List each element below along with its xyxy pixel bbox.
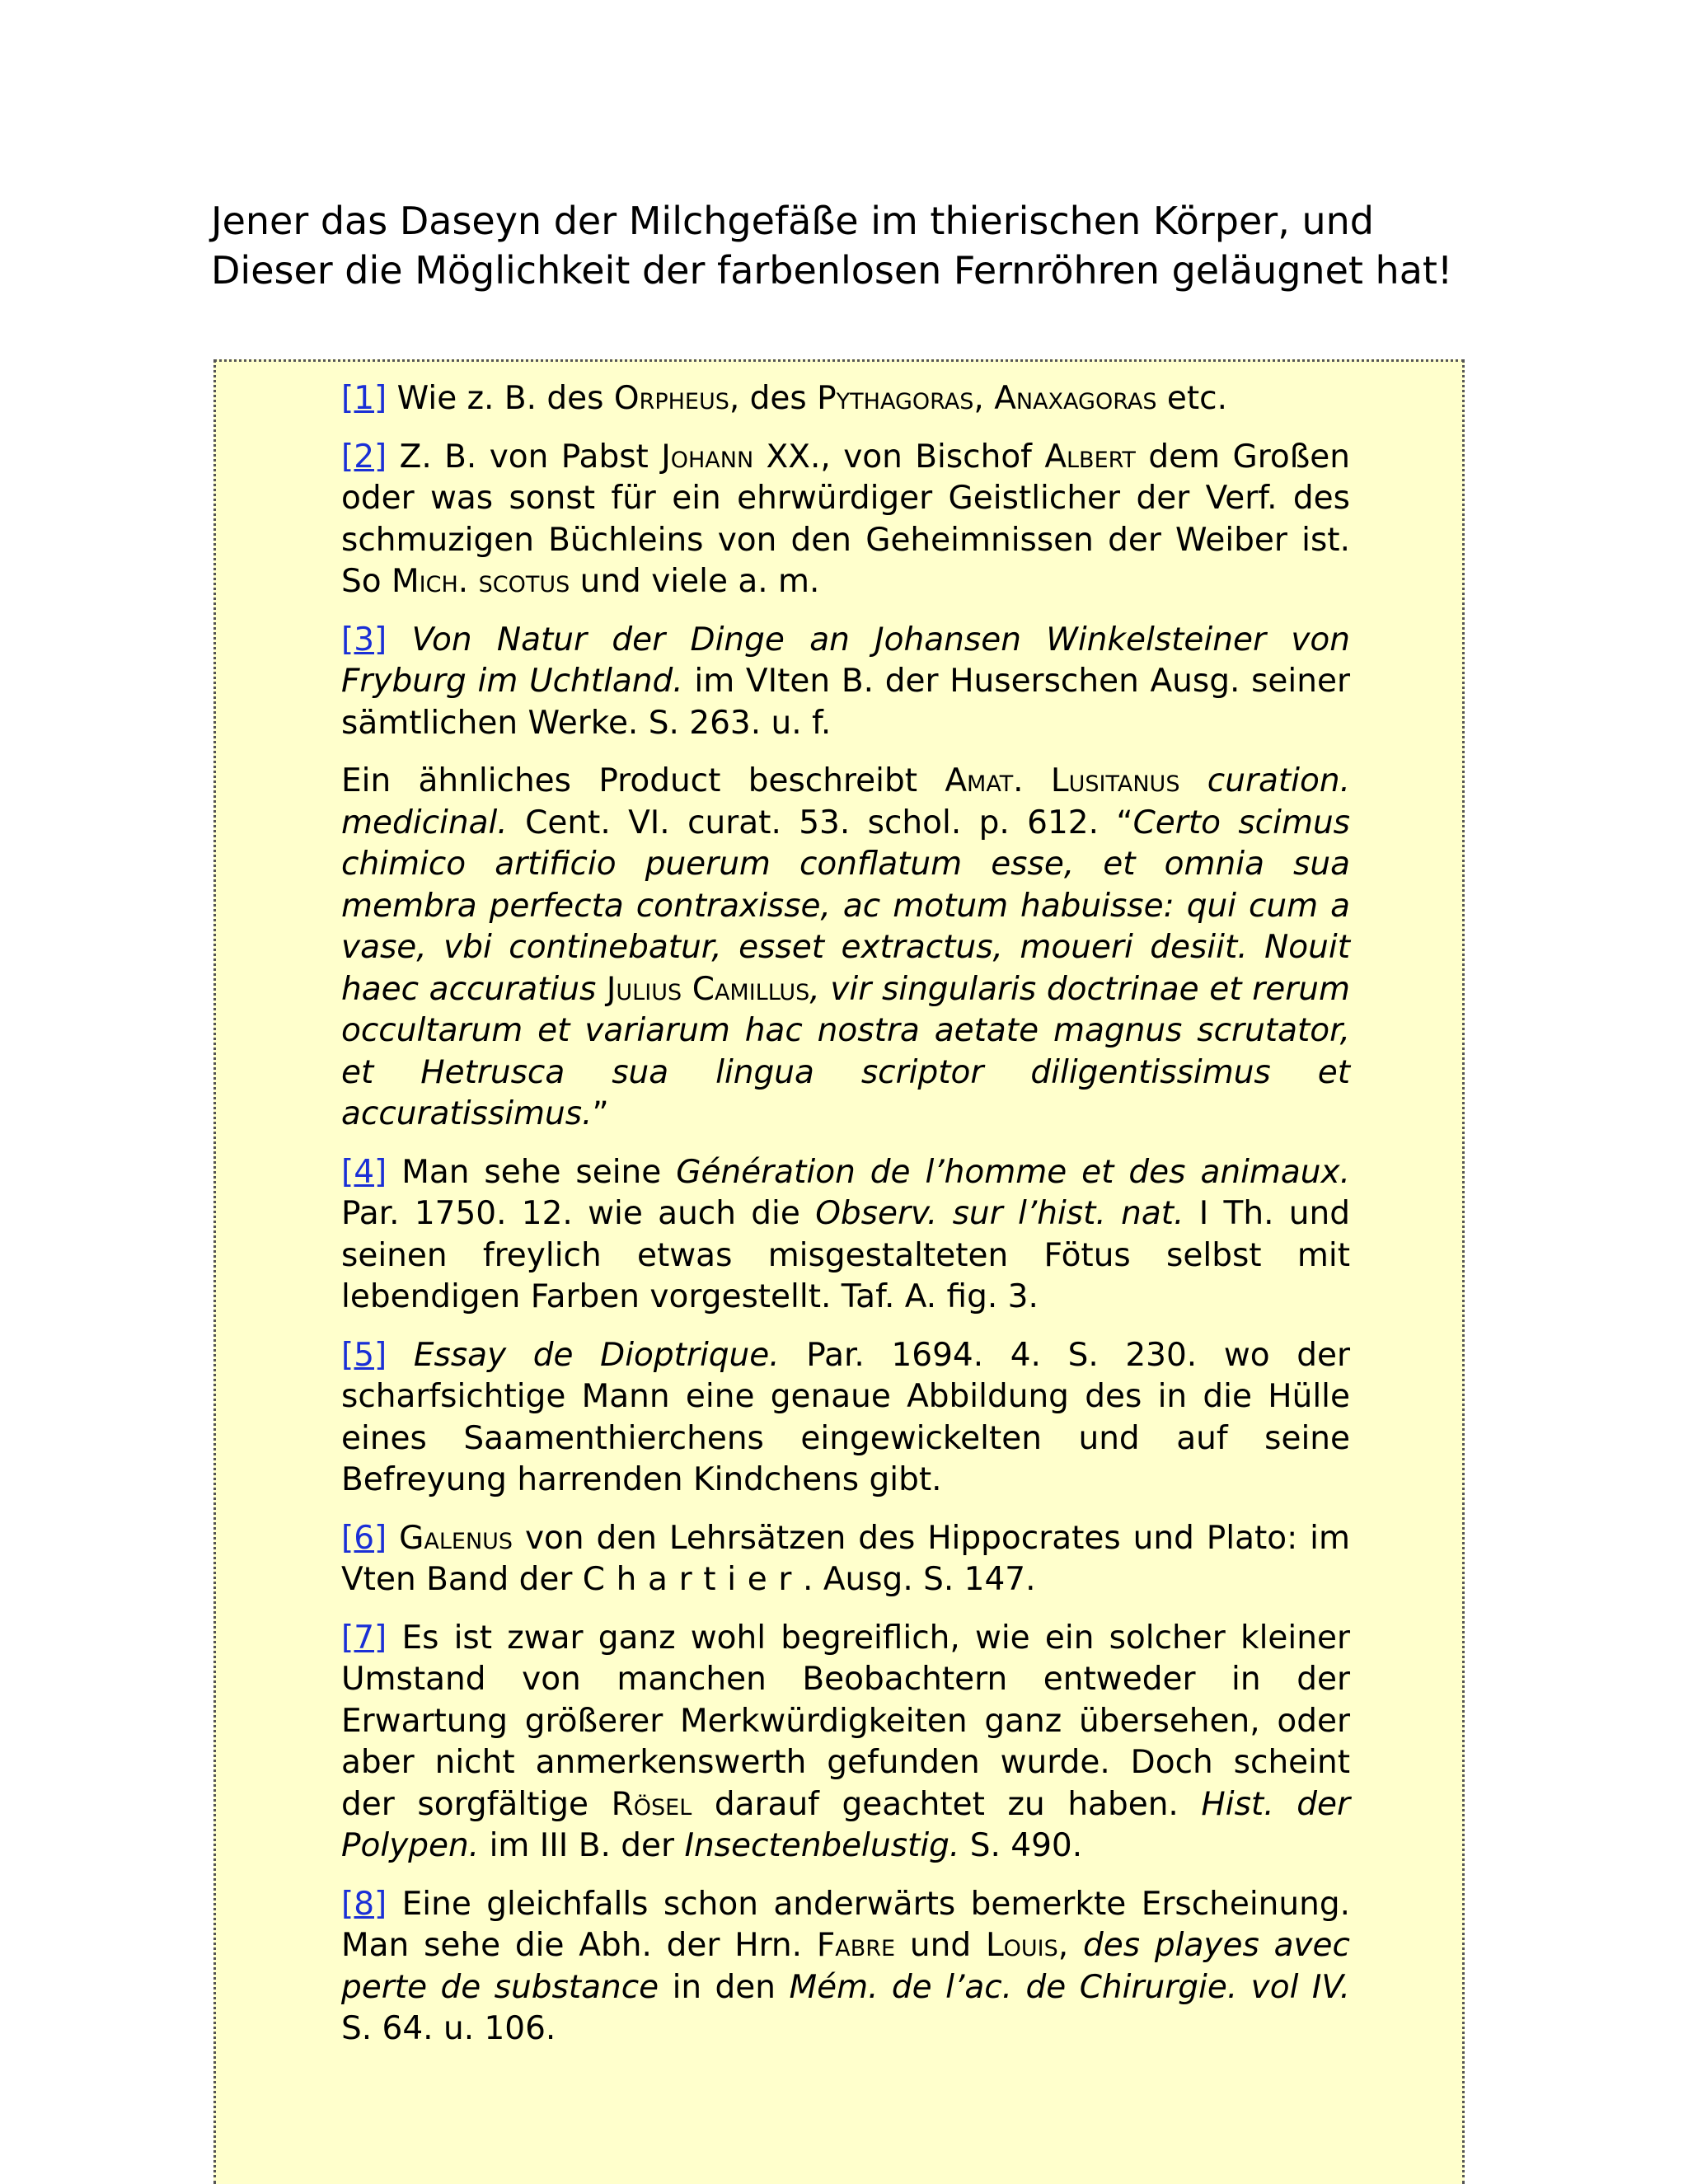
footnote-text: ” (592, 1095, 609, 1132)
small-caps-name: Johann (661, 438, 754, 476)
small-caps-name: Louis (985, 1927, 1058, 1964)
footnote-ref-link[interactable]: [5] (341, 1336, 387, 1374)
footnote-text: darauf geachtet zu haben. (692, 1785, 1202, 1823)
footnote-text: Es ist zwar ganz wohl begreiflich, wie ein solcher kleiner Umstand von manchen Beobachtern entweder in der Erwartung größerer Merkwürdigkeiten ganz übersehen, oder aber nicht anmerkenswerth gefunden wurde. Doch scheint der sorgfältige (341, 1619, 1350, 1823)
italic-text: Insectenbelustig. (684, 1827, 960, 1864)
footnote-text (387, 1520, 399, 1557)
intro-paragraph: Jener das Daseyn der Milchgefäße im thierischen Körper, und Dieser die Möglichkeit der farbenlosen Fernröhren geläugnet hat! (211, 199, 1453, 293)
italic-text: Mém. de l’ac. de Chirurgie. vol IV. (789, 1968, 1350, 2006)
spaced-name: Chartier (582, 1561, 804, 1598)
footnote-text: , (973, 380, 995, 417)
footnote-text: Cent. VI. curat. 53. schol. p. 612. “ (507, 804, 1133, 841)
footnote-ref-link[interactable]: [7] (341, 1619, 387, 1657)
footnote-text: XX., von Bischof (753, 438, 1045, 476)
footnote-ref-link[interactable]: [4] (341, 1153, 387, 1191)
footnote-text: Z. B. von Pabst (387, 438, 662, 476)
footnote (341, 1618, 1350, 1868)
footnote (341, 437, 1350, 603)
footnote-ref-link[interactable]: [1] (341, 380, 387, 417)
footnote-ref-link[interactable]: [3] (341, 621, 387, 658)
footnote-ref-link[interactable]: [6] (341, 1519, 387, 1557)
footnote-text: Par. 1750. 12. wie auch die (341, 1195, 816, 1232)
footnote-text (1179, 762, 1207, 799)
footnote-text: dem Großen oder was sonst für ein ehrwürdiger Geistlicher der Verf. des schmuzigen Büchleins von den Geheimnissen der Weiber ist. So (341, 438, 1351, 600)
italic-text: Hist. der Polypen. (341, 1785, 1350, 1864)
small-caps-name: Amat. Lusitanus (945, 762, 1180, 799)
footnote-text: und (895, 1927, 986, 1964)
footnote-ref-link[interactable]: [8] (341, 1885, 387, 1923)
footnote-ref-link[interactable]: [2] (341, 438, 387, 476)
footnote-text: Man sehe seine (387, 1153, 677, 1191)
italic-text: Génération de l’homme et des animaux. (676, 1153, 1350, 1191)
italic-text: Certo scimus chimico artificio puerum conflatum esse, et omnia sua membra perfecta contraxisse, ac motum habuisse: qui cum a vase, vbi continebatur, esset extractus, moueri desiit. Nouit haec accuratius (341, 804, 1350, 1008)
small-caps-name: Pythagoras (817, 380, 974, 417)
small-caps-name: Mich. scotus (392, 563, 570, 600)
footnote (341, 1884, 1350, 2050)
small-caps-name: Galenus (399, 1519, 513, 1557)
footnote-text: , (1057, 1927, 1083, 1964)
italic-text: , vir singularis doctrinae et rerum occultarum et variarum hac nostra aetate magnus scrutator, et Hetrusca sua lingua scriptor diligentissimus et accuratissimus. (341, 970, 1350, 1132)
footnote-text: Wie z. B. des (387, 380, 614, 417)
footnote-text (387, 1337, 414, 1374)
footnote-text (387, 621, 411, 658)
footnote-text: und viele a. m. (570, 563, 820, 600)
footnote (341, 620, 1350, 745)
footnote-text: in den (659, 1968, 790, 2006)
footnote (341, 761, 1350, 1136)
footnotes-box (213, 359, 1465, 2184)
footnote-text: I Th. und seinen freylich etwas misgestalteten Fötus selbst mit lebendigen Farben vorgestellt. Taf. A. fig. 3. (341, 1195, 1350, 1315)
small-caps-name: Fabre (816, 1927, 896, 1964)
small-caps-name: Rösel (611, 1785, 692, 1823)
footnote-text: Eine gleichfalls schon anderwärts bemerkte Erscheinung. Man sehe die Abh. der Hrn. (341, 1885, 1350, 1964)
italic-text: Von Natur der Dinge an Johansen Winkelsteiner von Fryburg im Uchtland. (341, 621, 1350, 700)
italic-text: des playes avec perte de substance (341, 1927, 1350, 2006)
footnote (341, 378, 1350, 420)
footnote-text: . Ausg. S. 147. (803, 1561, 1036, 1598)
footnote (341, 1518, 1350, 1601)
footnote-text: S. 64. u. 106. (341, 2010, 556, 2047)
footnote-text: Par. 1694. 4. S. 230. wo der scharfsichtige Mann eine genaue Abbildung des in die Hülle eines Saamenthierchens eingewickelten und auf seine Befreyung harrenden Kindchens gibt. (341, 1336, 1350, 1498)
footnote (341, 1152, 1350, 1319)
footnote-text: S. 490. (959, 1827, 1083, 1864)
footnote-text: , des (729, 380, 818, 417)
small-caps-name: Albert (1044, 438, 1136, 476)
footnote-text: etc. (1156, 380, 1228, 417)
footnote-text: im VIten B. der Huserschen Ausg. seiner sämtlichen Werke. S. 263. u. f. (341, 663, 1350, 742)
footnote-text: Ein ähnliches Product beschreibt (341, 762, 945, 799)
italic-text: Observ. sur l’hist. nat. (815, 1195, 1184, 1232)
footnote (341, 1335, 1350, 1502)
small-caps-name: Anaxagoras (994, 380, 1157, 417)
footnotes-list (341, 378, 1350, 2067)
small-caps-name: Orpheus (613, 380, 729, 417)
footnote-text: von den Lehrsätzen des Hippocrates und Plato: im Vten Band der (341, 1519, 1350, 1598)
footnote-text: im III B. der (479, 1827, 685, 1864)
italic-text: Essay de Dioptrique. (413, 1336, 780, 1374)
italic-text: curation. medicinal. (341, 762, 1350, 841)
small-caps-name: Julius Camillus (606, 970, 810, 1008)
